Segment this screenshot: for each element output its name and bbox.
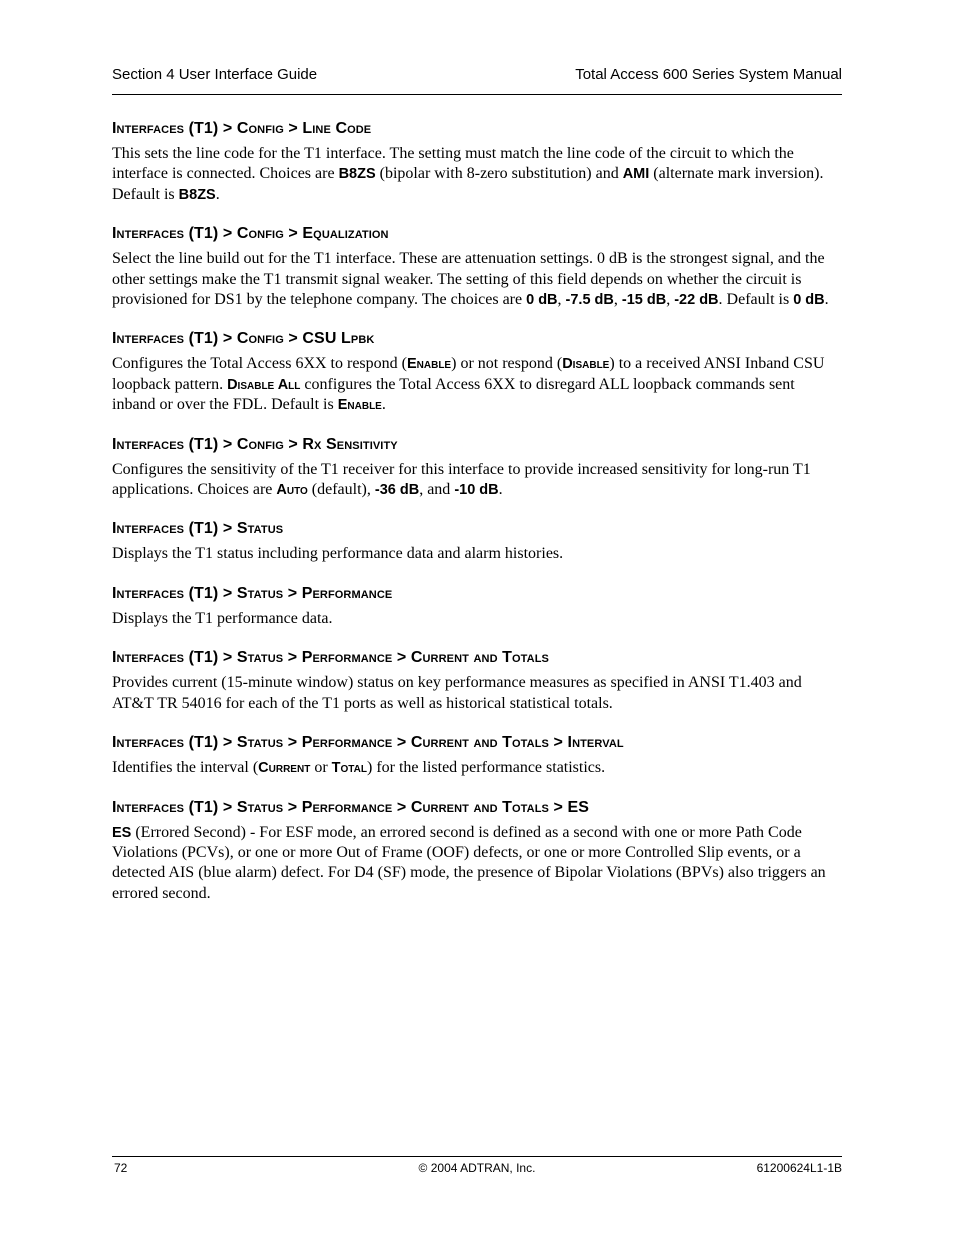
text-run: .: [381, 396, 386, 414]
page-header: [112, 64, 842, 95]
text-run: .: [824, 291, 829, 309]
text-run: . Default is: [718, 291, 794, 309]
text-run: Provides current (15-minute window) status on key performance measures as specified in ANSI T1.403 and AT&T TR 54016 for each of the T1 ports as well as historical statistical totals.: [112, 674, 802, 712]
header-section-title: Section 4 User Interface Guide: [112, 66, 318, 83]
document-body: [112, 120, 842, 924]
section-paragraph: [112, 673, 842, 714]
text-run: Displays the T1 status including performance data and alarm histories.: [112, 545, 564, 563]
page-number: 72: [114, 1161, 128, 1175]
text-run: .: [215, 185, 220, 203]
option-term: Enable: [406, 356, 452, 373]
text-run: Configures the sensitivity of the T1 receiver for this interface to provide increased sensitivity for long-run T1 applications. Choices are: [112, 460, 811, 499]
section-paragraph: [112, 609, 842, 629]
section-paragraph: [112, 249, 842, 310]
option-term: Current: [258, 760, 311, 777]
text-run: or: [310, 759, 332, 777]
section-paragraph: [112, 460, 842, 501]
copyright: © 2004 ADTRAN, Inc.: [418, 1161, 536, 1175]
text-run: ) or not respond (: [451, 355, 563, 373]
text-run: .: [498, 481, 503, 499]
section-heading: Interfaces (T1) > Status > Performance > Current and Totals > ES: [112, 798, 590, 816]
text-run: Select the line build out for the T1 interface. These are attenuation settings. 0 dB is the strongest signal, and the other settings make the T1 transmit signal weaker. The setting of this field depends on whether the circuit is provisioned for DS1 by the telephone company. The choices are: [112, 250, 825, 309]
text-run: , and: [419, 481, 455, 499]
section-paragraph: [112, 544, 842, 564]
section-heading: Interfaces (T1) > Config > Line Code: [112, 120, 372, 137]
section-heading: Interfaces (T1) > Status > Performance > Current and Totals: [112, 649, 549, 667]
bold-term: 0 dB: [793, 292, 825, 309]
document-number: 61200624L1-1B: [756, 1161, 842, 1175]
text-run: (default),: [307, 481, 375, 499]
section-heading: Interfaces (T1) > Status > Performance > Current and Totals > Interval: [112, 734, 624, 752]
section-paragraph: [112, 823, 842, 905]
bold-term: -10 dB: [454, 482, 499, 499]
option-term: Enable: [337, 397, 382, 414]
text-run: configures the Total Access 6XX to disregard ALL loopback commands sent inband or over the FDL. Default is: [112, 375, 795, 414]
text-run: Configures the Total Access 6XX to respond (: [112, 355, 407, 373]
section-heading: Interfaces (T1) > Config > Rx Sensitivity: [112, 435, 398, 453]
bold-term: -7.5 dB: [565, 292, 614, 309]
page-footer: [112, 1156, 842, 1181]
bold-term: ES: [112, 824, 132, 841]
option-term: Total: [331, 760, 367, 777]
option-term: Auto: [276, 482, 308, 499]
text-run: This sets the line code for the T1 interface. The setting must match the line code of the circuit to which the interface is connected. Choices are: [112, 145, 794, 183]
section-paragraph: [112, 354, 842, 415]
section-heading: Interfaces (T1) > Status > Performance: [112, 584, 393, 602]
bold-term: B8ZS: [178, 186, 216, 203]
text-run: ) for the listed performance statistics.: [366, 759, 606, 777]
text-run: ,: [666, 291, 675, 309]
text-run: ) to a received ANSI Inband CSU loopback pattern.: [112, 355, 825, 393]
option-term: Disable: [562, 356, 610, 373]
text-run: ,: [613, 291, 622, 309]
bold-term: 0 dB: [526, 292, 558, 309]
section-paragraph: [112, 758, 842, 778]
text-run: Displays the T1 performance data.: [112, 609, 333, 627]
section-heading: Interfaces (T1) > Config > Equalization: [112, 225, 389, 243]
header-manual-title: Total Access 600 Series System Manual: [575, 66, 842, 83]
bold-term: -15 dB: [621, 292, 667, 309]
text-run: (Errored Second) - For ESF mode, an errored second is defined as a second with one or more Path Code Violations (PCVs), or one or more Out of Frame (OOF) defects, or one or more Controlled Slip events, or a detected AIS (blue alarm) defect. For D4 (SF) mode, the presence of Bipolar Violations (BPVs) also triggers an errored second.: [112, 823, 826, 902]
bold-term: AMI: [622, 166, 650, 183]
section-paragraph: [112, 144, 842, 205]
bold-term: B8ZS: [338, 166, 376, 183]
text-run: (alternate mark inversion). Default is: [112, 165, 824, 203]
text-run: ,: [557, 291, 566, 309]
section-heading: Interfaces (T1) > Config > CSU Lpbk: [112, 330, 375, 348]
option-term: Disable All: [227, 376, 301, 393]
section-heading: Interfaces (T1) > Status: [112, 520, 284, 538]
text-run: (bipolar with 8-zero substitution) and: [375, 165, 623, 183]
text-run: Identifies the interval (: [112, 759, 259, 777]
bold-term: -22 dB: [674, 292, 719, 309]
bold-term: -36 dB: [374, 482, 420, 499]
